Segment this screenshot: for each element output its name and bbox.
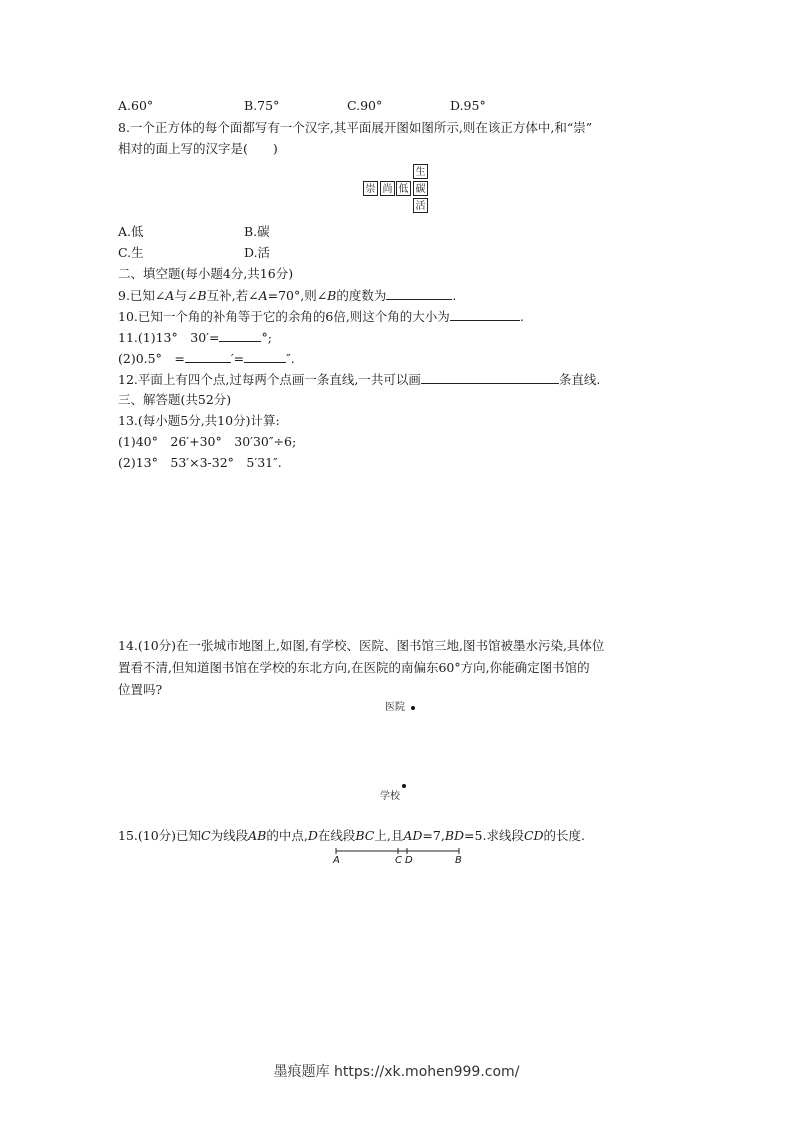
footer-watermark: 墨痕题库 https://xk.mohen999.com/ — [273, 1064, 520, 1080]
section-3-heading: 三、解答题(共52分) — [118, 392, 232, 407]
question-14-line-3: 位置吗? — [118, 682, 163, 697]
question-10: 10.已知一个角的补角等于它的余角的6倍,则这个角的大小为 . — [118, 306, 524, 327]
q7-option-a: A.60° — [118, 98, 154, 113]
net-cell-col-0: 生 — [413, 164, 428, 179]
q10-answer-blank[interactable] — [450, 306, 520, 321]
q8-option-c: C.生 — [118, 245, 144, 260]
net-cell-row-0: 崇 — [363, 181, 378, 196]
q11-2a-answer-blank[interactable] — [185, 348, 231, 363]
hospital-point — [411, 706, 415, 710]
point-label-d: D — [405, 855, 413, 866]
point-label-b: B — [455, 855, 462, 866]
school-label: 学校 — [380, 791, 400, 802]
q11-2b-answer-blank[interactable] — [244, 348, 286, 363]
q8-line2: 相对的面上写的汉字是( ) — [118, 141, 278, 156]
school-point — [402, 784, 406, 788]
question-14-line-2: 置看不清,但知道图书馆在学校的东北方向,在医院的南偏东60°方向,你能确定图书馆的 — [118, 660, 590, 675]
q8-option-d: D.活 — [244, 245, 271, 260]
question-11-part-2: (2)0.5° = ′= ″. — [118, 348, 295, 369]
net-cell-row-2: 低 — [396, 181, 411, 196]
question-11-part-1: 11.(1)13° 30′= °; — [118, 327, 272, 348]
q8-option-b: B.碳 — [244, 224, 270, 239]
q7-option-d: D.95° — [450, 98, 486, 113]
section-2-heading: 二、填空题(每小题4分,共16分) — [118, 266, 294, 281]
q8-line1: 8.一个正方体的每个面都写有一个汉字,其平面展开图如图所示,则在该正方体中,和“崇” — [118, 120, 593, 135]
q7-option-b: B.75° — [244, 98, 280, 113]
question-12: 12.平面上有四个点,过每两个点画一条直线,一共可以画 条直线. — [118, 369, 600, 390]
q9-answer-blank[interactable] — [386, 285, 452, 300]
question-14-line-1: 14.(10分)在一张城市地图上,如图,有学校、医院、图书馆三地,图书馆被墨水污染,具体位 — [118, 638, 605, 653]
question-13-part-1: (1)40° 26′+30° 30′30″÷6; — [118, 434, 297, 449]
net-cell-col-2: 活 — [413, 198, 428, 213]
question-15: 15.(10分)已知C为线段AB的中点,D在线段BC上,且AD=7,BD=5.求线段CD的长度. — [118, 828, 586, 843]
point-label-c: C — [395, 855, 402, 866]
question-13-part-2: (2)13° 53′×3-32° 5′31″. — [118, 455, 282, 470]
net-cell-col-1: 碳 — [413, 181, 428, 196]
q8-option-a: A.低 — [118, 224, 144, 239]
q12-answer-blank[interactable] — [421, 369, 559, 384]
q7-option-c: C.90° — [347, 98, 383, 113]
net-cell-row-1: 尚 — [380, 181, 395, 196]
hospital-label: 医院 — [385, 702, 405, 713]
point-label-a: A — [333, 855, 340, 866]
q11-1-answer-blank[interactable] — [219, 327, 261, 342]
question-13-title: 13.(每小题5分,共10分)计算: — [118, 413, 280, 428]
question-9: 9.已知∠A与∠B互补,若∠A=70°,则∠B的度数为 . — [118, 285, 456, 306]
